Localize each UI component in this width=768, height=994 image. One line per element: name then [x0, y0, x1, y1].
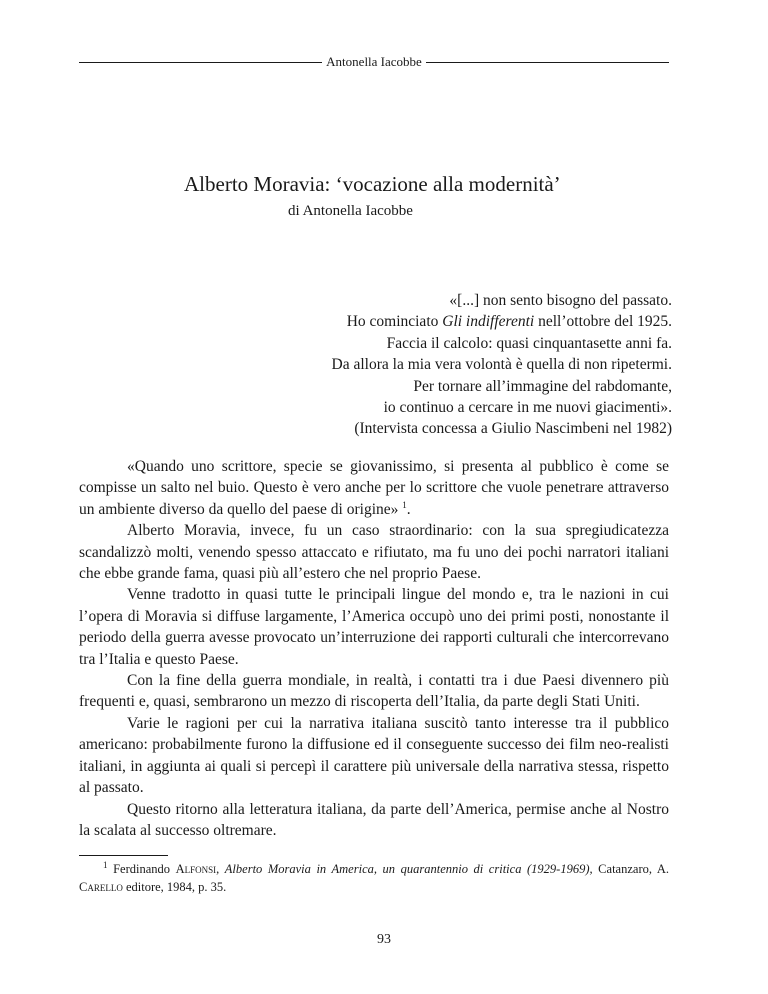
- epigraph-line: Faccia il calcolo: quasi cinquantasette anni fa.: [386, 334, 672, 352]
- paragraph: «Quando uno scrittore, specie se giovanissimo, si presenta al pubblico è come se compisse un salto nel buio. Questo è vero anche per lo scrittore che vuole penetrare attraverso un ambiente diverso da quello del paese di origine» $^1$.: [79, 458, 669, 518]
- footnote-author-last: Alfonsi: [175, 862, 217, 876]
- paragraph: Con la fine della guerra mondiale, in realtà, i contatti tra i due Paesi divennero più frequenti e, quasi, sembrarono un mezzo di riscoperta dell’Italia, da parte degli Stati Uniti.: [79, 672, 669, 711]
- paragraph: Alberto Moravia, invece, fu un caso straordinario: con la sua spregiudicatezza scandalizzò molti, venendo spesso attaccato e rifiutato, ma fu uno dei pochi narratori italiani che ebbe grande fama, quasi più all’estero che nel proprio Paese.: [79, 522, 669, 583]
- title-block: [184, 172, 684, 220]
- epigraph-line: Da allora la mia vera volontà è quella di non ripetermi.: [331, 356, 672, 374]
- article-title: Alberto Moravia: ‘vocazione alla modernità’: [184, 172, 561, 196]
- footnote-separator: [79, 855, 168, 856]
- footnote-author-first: Ferdinando: [113, 862, 176, 876]
- paragraph-text: «Quando uno scrittore, specie se giovanissimo, si presenta al pubblico è come se compisse un salto nel buio. Questo è vero anche per lo scrittore che vuole penetrare attraverso un ambiente diverso da quello del paese di origine»: [79, 458, 669, 518]
- epigraph-text: Ho cominciato: [346, 313, 443, 331]
- footnote-place: Catanzaro,: [592, 862, 652, 876]
- running-head-rule-right: [426, 62, 669, 63]
- running-head-rule-left: [79, 62, 322, 63]
- running-head-author: Antonella Iacobbe: [326, 54, 422, 69]
- epigraph-source: (Intervista concessa a Giulio Nascimbeni nel 1982): [354, 420, 672, 438]
- running-head: [79, 52, 669, 72]
- footnote-book-title: Alberto Moravia in America, un quarantennio di critica (1929-1969),: [224, 862, 593, 876]
- footnote-publisher-initial: A.: [656, 862, 670, 876]
- footnote-rest: editore, 1984, p. 35.: [122, 879, 227, 894]
- page-number: 93: [377, 932, 391, 947]
- epigraph-line: Per tornare all’immagine del rabdomante,: [413, 377, 672, 395]
- epigraph-line: [112, 311, 672, 332]
- epigraph: [112, 290, 672, 440]
- footnote-text: $^1$ Ferdinando Alfonsi, Alberto Moravia in America, un quarantennio di critica (1929-1969), Catanzaro, A. Carello editore, 1984, p. 35.: [79, 859, 670, 894]
- footnote: [79, 861, 669, 896]
- epigraph-text: nell’ottobre del 1925.: [534, 313, 672, 331]
- epigraph-book-title: Gli indifferenti: [442, 313, 535, 331]
- paragraph: Questo ritorno alla letteratura italiana, da parte dell’America, permise anche al Nostro la scalata al successo oltremare.: [79, 800, 669, 839]
- body-text: [79, 456, 669, 841]
- footnote-publisher: Carello: [79, 879, 123, 894]
- byline: di Antonella Iacobbe: [288, 203, 413, 219]
- footnote-number: 1: [103, 859, 108, 870]
- epigraph-line: io continuo a cercare in me nuovi giacimenti».: [383, 399, 672, 417]
- epigraph-line: «[...] non sento bisogno del passato.: [449, 292, 672, 309]
- paragraph: Varie le ragioni per cui la narrativa italiana suscitò tanto interesse tra il pubblico americano: probabilmente furono la diffusione ed il conseguente successo dei film neo-realisti italiani, in aggiunta ai quali si percepì il carattere più universale della narrativa stessa, rispetto al passato.: [79, 714, 669, 797]
- paragraph: Venne tradotto in quasi tutte le principali lingue del mondo e, tra le nazioni in cui l’opera di Moravia si diffuse largamente, l’America occupò uno dei primi posti, nonostante il periodo della guerra avesse provocato un’interruzione dei rapporti culturali che intercorrevano tra l’Italia e questo Paese.: [79, 586, 669, 668]
- footnote-reference[interactable]: 1: [402, 499, 407, 510]
